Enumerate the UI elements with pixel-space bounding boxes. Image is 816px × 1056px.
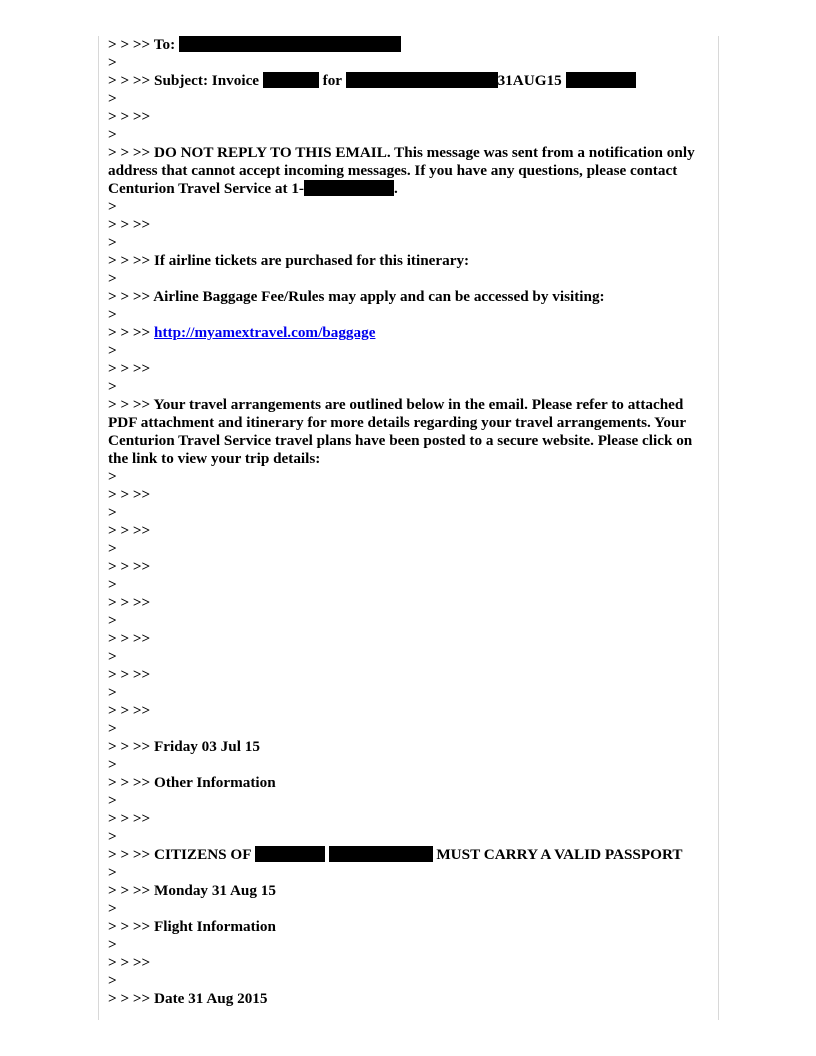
quote-line: > xyxy=(108,90,117,107)
prefix-line: > > >> xyxy=(108,666,151,683)
quote-line: > xyxy=(108,972,117,989)
quote-line: > xyxy=(108,720,117,737)
quote-line: > xyxy=(108,378,117,395)
quote-line: > xyxy=(108,828,117,845)
citizens-line: > > >> CITIZENS OF MUST CARRY A VALID PASSPORT xyxy=(108,846,683,863)
redaction-block xyxy=(304,180,394,196)
prefix-line: > > >> xyxy=(108,594,151,611)
quote-line: > xyxy=(108,126,117,143)
prefix-line: > > >> xyxy=(108,630,151,647)
airline-tickets-line: > > >> If airline tickets are purchased for this itinerary: xyxy=(108,252,470,269)
quote-line: > xyxy=(108,306,117,323)
redaction-block xyxy=(179,36,401,52)
baggage-rules-line: > > >> Airline Baggage Fee/Rules may apply and can be accessed by visiting: xyxy=(108,288,605,305)
to-label: To: xyxy=(153,36,176,53)
quote-line: > xyxy=(108,648,117,665)
frame-left-border xyxy=(98,36,99,1020)
redaction-block xyxy=(255,846,325,862)
prefix-line: > > >> xyxy=(108,360,151,377)
quote-line: > xyxy=(108,468,117,485)
subject-line: > > >> Subject: Invoice for 31AUG15 xyxy=(108,72,712,90)
monday-date-line: > > >> Monday 31 Aug 15 xyxy=(108,882,276,899)
quote-line: > xyxy=(108,900,117,917)
redaction-block xyxy=(329,846,433,862)
redaction-block xyxy=(263,72,319,88)
redaction-block xyxy=(346,72,498,88)
flight-information-line: > > >> Flight Information xyxy=(108,918,276,935)
quote-line: > xyxy=(108,540,117,557)
email-body xyxy=(108,36,712,1008)
quote-line: > xyxy=(108,612,117,629)
frame-right-border xyxy=(718,36,719,1020)
quote-line: > xyxy=(108,792,117,809)
to-line: > > >> To: xyxy=(108,36,712,54)
quote-line: > xyxy=(108,198,117,215)
prefix-line: > > >> xyxy=(108,216,151,233)
prefix-line: > > >> xyxy=(108,108,151,125)
quote-line: > xyxy=(108,54,117,71)
prefix-line: > > >> xyxy=(108,810,151,827)
prefix-line: > > >> xyxy=(108,702,151,719)
date-line: > > >> Date 31 Aug 2015 xyxy=(108,990,268,1007)
quote-line: > xyxy=(108,342,117,359)
subject-label: Subject: Invoice xyxy=(154,72,260,89)
other-information-line: > > >> Other Information xyxy=(108,774,276,791)
quote-line: > xyxy=(108,234,117,251)
prefix-line: > > >> xyxy=(108,522,151,539)
quote-line: > xyxy=(108,504,117,521)
arrangements-paragraph: > > >> Your travel arrangements are outlined below in the email. Please refer to attached PDF attachment and itinerary for more details regarding your travel arrangements. Your Centurion Travel Service travel plans have been posted to a secure website. Please click on the link to view your trip details: xyxy=(108,396,693,467)
redaction-block xyxy=(566,72,636,88)
notice-paragraph: > > >> DO NOT REPLY TO THIS EMAIL. This message was sent from a notification only address that cannot accept incoming messages. If you have any questions, please contact Centurion Travel Service at 1- . xyxy=(108,144,695,197)
prefix-line: > > >> xyxy=(108,954,151,971)
quote-line: > xyxy=(108,864,117,881)
quote-line: > xyxy=(108,576,117,593)
baggage-link-line: > > >> http://myamextravel.com/baggage xyxy=(108,324,376,341)
prefix-line: > > >> xyxy=(108,486,151,503)
quote-line: > xyxy=(108,756,117,773)
quote-line: > xyxy=(108,684,117,701)
baggage-link[interactable]: http://myamextravel.com/baggage xyxy=(154,324,376,341)
prefix-line: > > >> xyxy=(108,558,151,575)
quote-line: > xyxy=(108,936,117,953)
friday-date-line: > > >> Friday 03 Jul 15 xyxy=(108,738,260,755)
quote-line: > xyxy=(108,270,117,287)
